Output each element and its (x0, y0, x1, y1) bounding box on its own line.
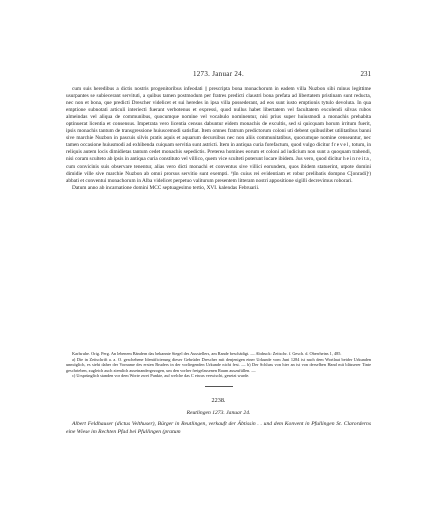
entry-regest (66, 421, 371, 436)
text-run: , cum convicinis suis observare tenentur, alias vero dicti monachi et conventus sive villici eorundem, quos ibidem statuerint, utpote domini dimidie ville sive marchie Nuzbon ab omni prorsus servitio sunt exempti. ᵇ)In cuius rei evidentiam et robur prelibatis dompno C[onradi]ᶜ) abbati et conventui monachorum in Alba videlicet perpetuo valiturum presentem litteram nostri appositione sigilli decrevimus roborari. (66, 156, 371, 184)
entry-number: 2238. (211, 397, 226, 404)
dating-clause: Datum anno ab incarnatione domini MCC septuagesimo tertio, XVI. kalendas Februarii. (72, 184, 260, 191)
footnote-a-b: a) Die in Zeitschrift a. a. O. geschehene Identificierung dieser Gebrüder Drescher mit denjenigen einer Urkunde vom Juni 1284 ist nach dem Wortlaut beider Urkunden unmöglich, es sieht daher der Vorname des ersten Bruders in der vorliegenden Urkunde nicht fest. — b) Der Schluss von hier an ist von derselben Hand mit blässerer Tinte geschrieben, zugleich auch ziemlich auseinandergezogen, um den vorher freigelassenen Raum auszufüllen. — (66, 356, 371, 373)
text-run: cum suis heredibus a dictis nostris progenitoribus infeodati || prescripta bona monachorum in eadem villa Nuzbon sibi minus legittime usurpantes se subiecerant servituti, a quibus tamen postmodum per fratres predicti claustri bona prefata ad libertatem pristinam sunt reducta, nec non et bona, que predicti Drescher videlicet et sui heredes in ipsa villa possederant, ad eos sunt iusto emptionis tytulo devoluta. In qua emptione subnotati articuli interiecti fuerant verbotenus et expressi, quod nullus habet libertatem vel facultatem excolendi silvas rubos almeindas vel aliqua de communibus, quocumque nomine vel vocabulo nominentur, nisi prius super huiusmodi a monachis prehabita optinuerat licentia et consensus. Impetrata vero licentia census dabuntur eidem monachis de excultis, sed si quicquam horum irritum fuerit, ipsis monachis tantum de transgressione huiuscemodi satisfiat. Item omnes fratrum predictorum coloni uti debent quibuslibet utilitatibus banni sive marchie Nuzbon in pascuis silvis pratis aquis et aquarum decursibus nec non aliis communitatibus, quocumque nomine censeantur, nec tamen occasione huiusmodi ad exhibenda cuiquam servitia sunt astricti. Item in antiqua curia forefactum, quod vulgo dicitur (66, 86, 371, 149)
running-header (66, 69, 371, 79)
entry-place-date: Reutlingen 1273. Januar 24. (186, 410, 251, 416)
section-divider (205, 386, 233, 387)
text-run: , totum, in reliquis autem locis dimidietas tantum cedet monachis sepedictis. Preterea homines eorum et coloni ad iudicium non sunt a quoquam trahendi, nisi coram sculteto ab ipsis in antiqua curia constituto vel villico, quem vice sculteti poterunt locare ibidem. Jus vero, quod dicitur (66, 142, 371, 163)
term-frevel: frevel (331, 142, 350, 149)
term-heinreita: heinreita (343, 156, 370, 163)
header-date: 1273. Januar 24. (192, 70, 245, 78)
footnote-c: c) Ursprünglich standen vor dem Worte zwei Punkte, auf welche das C etwas verwischt, gesetzt wurde. (72, 373, 250, 379)
source-note: Karlsruhe. Orig. Perg. An lebenem Bändern das bekannte Siegel des Ausstellers, am Rande beschädigt. — Abdruck: Zeitschr. f. Gesch. d. Oberrheins 1, 485. (72, 351, 342, 356)
charter-paragraph (66, 86, 371, 185)
page-number: 231 (360, 70, 371, 78)
footnotes (66, 351, 371, 379)
regest-text: Albert Feldhauser (dictus Velthuser), Bürger in Reutlingen, verkauft der Äbtissin . . und dem Konvent in Pfullingen St. Clarorderns eine Wiese im Rechten Pfad bei Pfullingen (pratum (66, 421, 371, 435)
charter-text (66, 86, 371, 192)
